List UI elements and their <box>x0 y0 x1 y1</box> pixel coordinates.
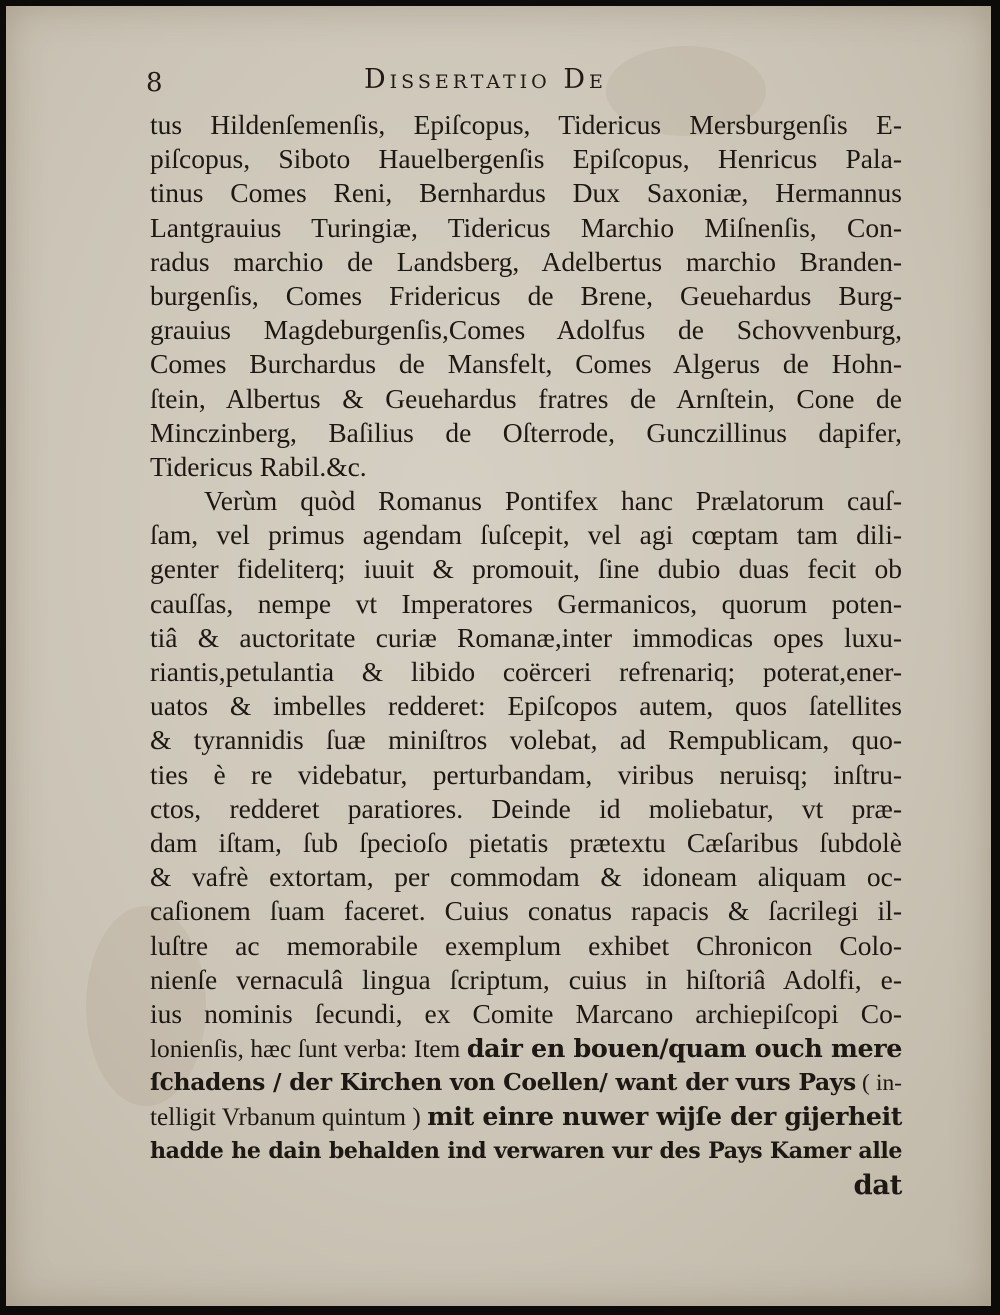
paragraph-first-line: Verùm quòd Romanus Pontifex hanc Prælatorum cauſ- <box>204 485 902 517</box>
running-head: Dissertatio De <box>364 64 607 95</box>
text-line: & vafrè extortam, per commodam & idoneam aliquam oc- <box>150 861 902 893</box>
text-line: ius nominis ſecundi, ex Comite Marcano archiepiſcopi Co- <box>150 997 902 1029</box>
text-line: & tyrannidis ſuæ miniſtros volebat, ad Rempublicam, quo- <box>150 724 902 756</box>
text-line: piſcopus, Siboto Hauelbergenſis Epiſcopus, Henricus Pala- <box>150 143 902 175</box>
mixed-text-line <box>150 1031 902 1065</box>
latin-text: lonienſis, hæc ſunt verba: Item <box>150 1035 467 1064</box>
text-line: nienſe vernaculâ lingua ſcriptum, cuius in hiſtoriâ Adolfi, e- <box>150 963 902 995</box>
german-blackletter-text: mit einre nuwer wijſe der gijerheit <box>427 1101 902 1132</box>
text-line: Tidericus Rabil.&c. <box>150 450 367 482</box>
text-line: Lantgrauius Turingiæ, Tidericus Marchio Miſnenſis, Con- <box>150 211 902 243</box>
page-header <box>146 64 886 100</box>
text-line: tiâ & auctoritate curiæ Romanæ,inter immodicas opes luxu- <box>150 621 902 653</box>
catchword: dat <box>853 1168 902 1201</box>
text-line: luſtre ac memorabile exemplum exhibet Chronicon Colo- <box>150 929 902 961</box>
text-line: ſam, vel primus agendam ſuſcepit, vel agi cœptam tam dili- <box>150 519 902 551</box>
text-line: riantis,petulantia & libido coërceri refrenariq; poterat,ener- <box>150 656 902 687</box>
text-line: dam iſtam, ſub ſpecioſo pietatis prætextu Cæſaribus ſubdolè <box>150 826 902 858</box>
text-line: radus marchio de Landsberg, Adelbertus marchio Branden- <box>150 245 902 277</box>
body-text <box>150 108 902 1202</box>
text-line: cauſſas, nempe vt Imperatores Germanicos, quorum poten- <box>150 587 902 619</box>
german-blackletter-text: ſchadens / der Kirchen von Coellen/ want der vurs Pays <box>150 1068 856 1097</box>
text-line: ctos, redderet paratiores. Deinde id moliebatur, vt præ- <box>150 792 902 824</box>
page-number: 8 <box>146 68 163 98</box>
german-blackletter-line: hadde he dain behalden ind verwaren vur des Pays Kamer alle <box>150 1137 902 1164</box>
text-line: burgenſis, Comes Fridericus de Brene, Geuehardus Burg- <box>150 279 902 311</box>
text-line: tus Hildenſemenſis, Epiſcopus, Tidericus Mersburgenſis E- <box>150 109 902 140</box>
latin-text: ( in- <box>855 1070 902 1097</box>
text-line: Comes Burchardus de Mansfelt, Comes Algerus de Hohn- <box>150 348 902 380</box>
text-line: grauius Magdeburgenſis,Comes Adolfus de Schovvenburg, <box>150 314 902 346</box>
text-line: genter fideliterq; iuuit & promouit, ſine dubio duas fecit ob <box>150 553 902 585</box>
mixed-text-line <box>150 1099 902 1133</box>
mixed-text-line <box>150 1065 902 1099</box>
text-line: ſtein, Albertus & Geuehardus fratres de Arnſtein, Cone de <box>150 382 902 414</box>
text-line: tinus Comes Reni, Bernhardus Dux Saxoniæ, Hermannus <box>150 177 902 209</box>
book-page <box>6 6 991 1306</box>
text-line: uatos & imbelles redderet: Epiſcopos autem, quos ſatellites <box>150 690 902 722</box>
text-line: ties è re videbatur, perturbandam, viribus neruisq; inſtru- <box>150 758 902 790</box>
text-line: Minczinberg, Baſilius de Oſterrode, Gunczillinus dapifer, <box>150 416 902 448</box>
latin-text: telligit Vrbanum quintum ) <box>150 1104 428 1132</box>
german-blackletter-text: dair en bouen/quam ouch mere <box>466 1033 902 1064</box>
text-line: caſionem ſuam faceret. Cuius conatus rapacis & ſacrilegi il- <box>150 895 902 927</box>
